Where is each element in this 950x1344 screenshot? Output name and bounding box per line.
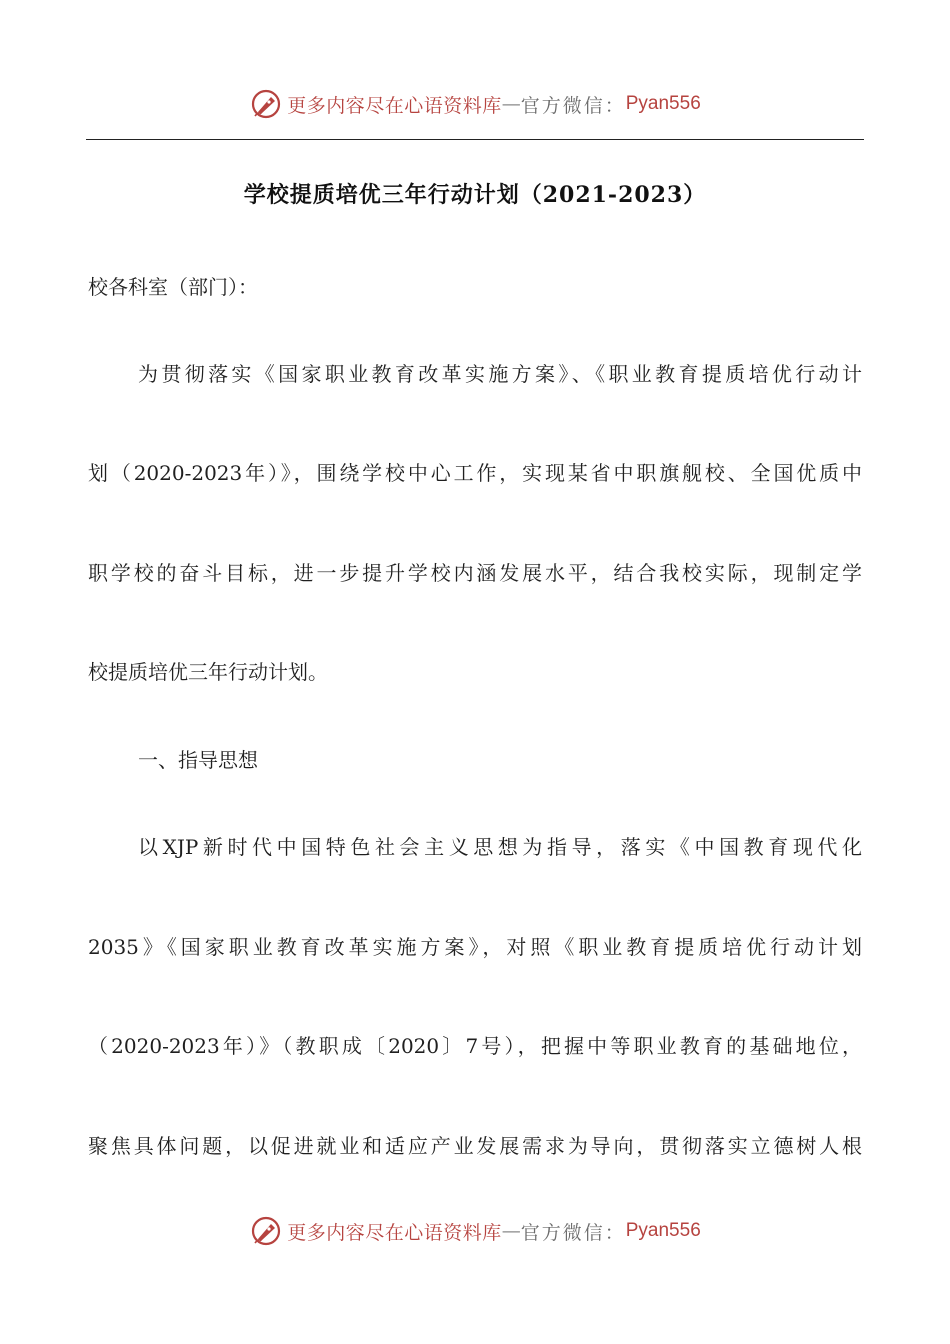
banner-wechat-id: Pyan556 xyxy=(625,93,701,114)
header-divider xyxy=(86,139,864,140)
banner-wechat-label: 官方微信： xyxy=(520,1221,626,1244)
pen-nib-icon xyxy=(249,87,283,121)
header-banner xyxy=(0,84,950,124)
banner-dash: — xyxy=(501,1220,521,1242)
body-line: 职学校的奋斗目标，进一步提升学校内涵发展水平，结合我校实际，现制定学 xyxy=(88,561,862,585)
body-line: 为贯彻落实《国家职业教育改革实施方案》、《职业教育提质培优行动计 xyxy=(138,362,862,386)
banner-wechat-id: Pyan556 xyxy=(625,1220,701,1241)
body-line: 校提质培优三年行动计划。 xyxy=(88,660,328,684)
banner-brand-text: 更多内容尽在心语资料库 xyxy=(287,1221,502,1244)
pen-nib-icon xyxy=(249,1214,283,1248)
body-line: 以XJP新时代中国特色社会主义思想为指导，落实《中国教育现代化 xyxy=(138,835,862,859)
salutation: 校各科室（部门）： xyxy=(88,275,258,299)
document-title: 学校提质培优三年行动计划（2021-2023） xyxy=(243,182,707,208)
body-line: 聚焦具体问题，以促进就业和适应产业发展需求为导向，贯彻落实立德树人根 xyxy=(88,1134,862,1158)
banner-wechat-label: 官方微信： xyxy=(520,94,626,117)
banner-brand-text: 更多内容尽在心语资料库 xyxy=(287,94,502,117)
body-line: 2035》《国家职业教育改革实施方案》，对照《职业教育提质培优行动计划 xyxy=(88,935,862,959)
section-heading: 一、指导思想 xyxy=(138,748,258,772)
banner-dash: — xyxy=(501,93,521,115)
body-line: 划（2020-2023年）》，围绕学校中心工作，实现某省中职旗舰校、全国优质中 xyxy=(88,461,862,485)
body-line: （2020-2023年）》（教职成〔2020〕7号），把握中等职业教育的基础地位， xyxy=(88,1034,862,1058)
footer-banner xyxy=(0,1211,950,1251)
